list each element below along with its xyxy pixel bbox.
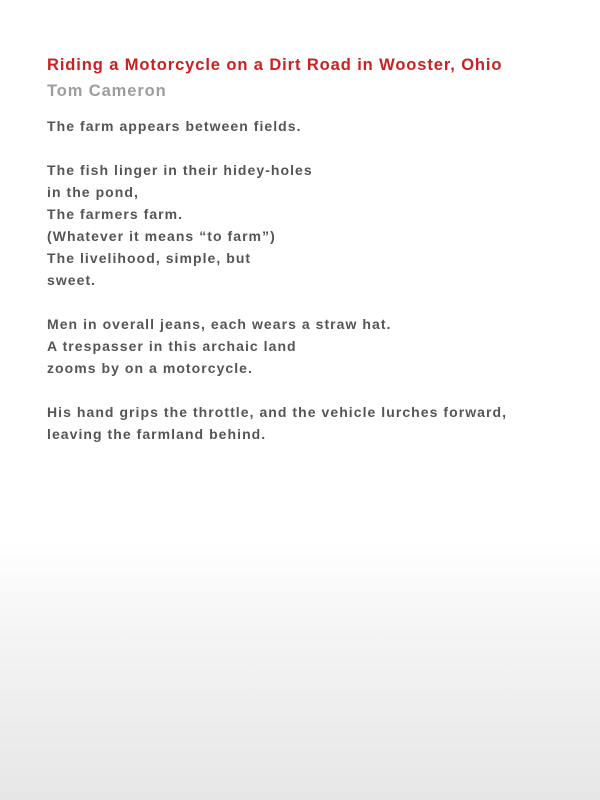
stanza-2 <box>47 159 580 291</box>
poem-line: A trespasser in this archaic land <box>47 338 297 354</box>
stanza-3 <box>47 313 580 379</box>
poem-line: The livelihood, simple, but <box>47 250 252 266</box>
poem-line: The farm appears between fields. <box>47 118 302 134</box>
poem-line: zooms by on a motorcycle. <box>47 360 253 376</box>
poem-body <box>47 115 580 445</box>
stanza-1 <box>47 115 580 137</box>
poem-line: His hand grips the throttle, and the vehicle lurches forward, <box>47 404 508 420</box>
poem-line: The fish linger in their hidey-holes <box>47 162 313 178</box>
stanza-4 <box>47 401 580 445</box>
poem-line: in the pond, <box>47 184 139 200</box>
poem-author: Tom Cameron <box>47 82 167 100</box>
poem-line: leaving the farmland behind. <box>47 426 267 442</box>
poem-line: The farmers farm. <box>47 206 184 222</box>
poem-title: Riding a Motorcycle on a Dirt Road in Wooster, Ohio <box>47 56 503 74</box>
poem-line: sweet. <box>47 272 97 288</box>
poem-line: (Whatever it means “to farm”) <box>47 228 276 244</box>
poem-line: Men in overall jeans, each wears a straw hat. <box>47 316 392 332</box>
